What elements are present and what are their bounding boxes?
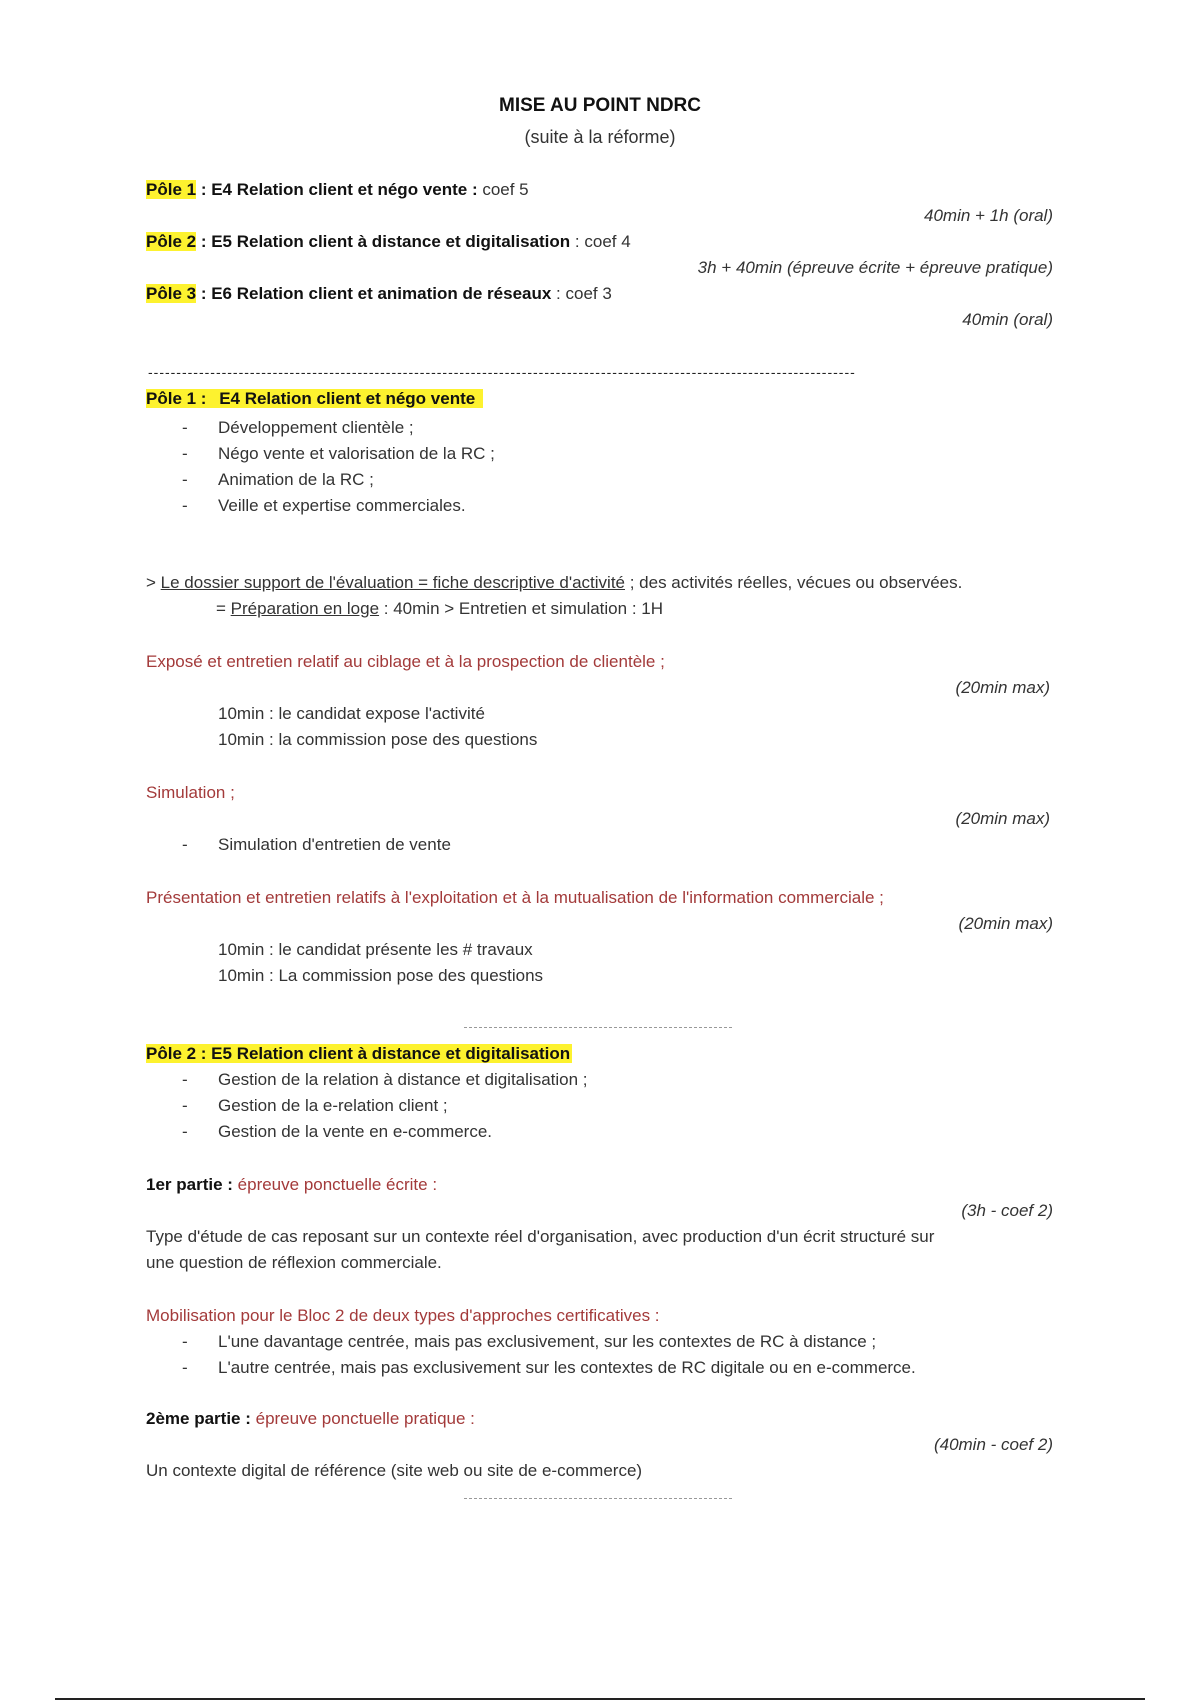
- preparation-underlined: Préparation en loge: [230, 599, 380, 618]
- page-subtitle: (suite à la réforme): [524, 127, 676, 147]
- bullet-dash: -: [182, 1358, 188, 1377]
- section-heading: Exposé et entretien relatif au ciblage et à la prospection de clientèle ;: [146, 652, 665, 671]
- section-duration: (20min max): [955, 678, 1050, 697]
- part2-heading: [146, 1408, 475, 1430]
- part1-description-cont: une question de réflexion commerciale.: [146, 1253, 442, 1272]
- pole2-title: Pôle 2 : E5 Relation client à distance et digitalisation: [146, 1044, 571, 1063]
- overview-pole-3: Pôle 3 : E6 Relation client et animation de réseaux : coef 3: [146, 284, 612, 303]
- section-line: 10min : le candidat présente les # travaux: [218, 940, 533, 959]
- section-separator: -----------------------------------------------------------------------------------------------------------------------------: [148, 364, 856, 380]
- overview-duration-2: 3h + 40min (épreuve écrite + épreuve pratique): [697, 258, 1053, 277]
- pole1-heading: [146, 388, 483, 410]
- part2-description: Un contexte digital de référence (site web ou site de e-commerce): [146, 1461, 643, 1480]
- bullet-dash: -: [182, 1332, 188, 1351]
- section-heading: Simulation ;: [146, 783, 235, 802]
- overview-duration-1: 40min + 1h (oral): [924, 206, 1053, 225]
- section-duration: (20min max): [958, 914, 1053, 933]
- bullet-dash: -: [182, 418, 188, 437]
- list-item: Développement clientèle ;: [218, 418, 414, 437]
- divider: [464, 1498, 732, 1499]
- approach-item: L'autre centrée, mais pas exclusivement sur les contextes de RC digitale ou en e-commerce.: [218, 1358, 916, 1377]
- list-item: Négo vente et valorisation de la RC ;: [218, 444, 495, 463]
- bullet-dash: -: [182, 1122, 188, 1141]
- approach-item: L'une davantage centrée, mais pas exclusivement, sur les contextes de RC à distance ;: [218, 1332, 877, 1351]
- epreuve-name: E4 Relation client et négo vente: [211, 180, 468, 199]
- bullet-dash: -: [182, 835, 188, 854]
- part2-duration: (40min - coef 2): [933, 1435, 1053, 1454]
- bullet-dash: -: [182, 496, 188, 515]
- coef: coef 3: [565, 284, 612, 303]
- section-line: Simulation d'entretien de vente: [218, 835, 451, 854]
- part1-duration: (3h - coef 2): [961, 1201, 1053, 1220]
- part1-name: épreuve ponctuelle écrite :: [237, 1175, 438, 1194]
- coef: coef 4: [584, 232, 631, 251]
- part1-label: 1er partie :: [146, 1175, 238, 1194]
- divider: [464, 1027, 732, 1028]
- part1-description: Type d'étude de cas reposant sur un contexte réel d'organisation, avec production d'un écrit structuré sur: [146, 1227, 935, 1246]
- list-item: Gestion de la e-relation client ;: [218, 1096, 448, 1115]
- pole2-heading: [146, 1043, 572, 1065]
- part2-name: épreuve ponctuelle pratique :: [255, 1409, 475, 1428]
- overview-duration-3: 40min (oral): [962, 310, 1053, 329]
- epreuve-name: E6 Relation client et animation de réseaux: [211, 284, 552, 303]
- pole-label: Pôle 1: [146, 180, 197, 199]
- pole-label: Pôle 3: [146, 284, 197, 303]
- list-item: Animation de la RC ;: [218, 470, 374, 489]
- section-duration: (20min max): [955, 809, 1050, 828]
- coef: coef 5: [482, 180, 529, 199]
- section-line: 10min : La commission pose des questions: [218, 966, 544, 985]
- dossier-line: > Le dossier support de l'évaluation = fiche descriptive d'activité ; des activités réelles, vécues ou observées.: [146, 573, 963, 592]
- list-item: Gestion de la relation à distance et digitalisation ;: [218, 1070, 588, 1089]
- bullet-dash: -: [182, 1070, 188, 1089]
- mobilisation-heading: Mobilisation pour le Bloc 2 de deux types d'approches certificatives :: [146, 1306, 660, 1325]
- pole1-title: E4 Relation client et négo vente: [211, 389, 483, 408]
- bullet-dash: -: [182, 470, 188, 489]
- overview-pole-2: Pôle 2 : E5 Relation client à distance et digitalisation : coef 4: [146, 232, 631, 251]
- section-line: 10min : la commission pose des questions: [218, 730, 538, 749]
- pole-label: Pôle 2: [146, 232, 197, 251]
- section-line: 10min : le candidat expose l'activité: [218, 704, 485, 723]
- preparation-line: = Préparation en loge : 40min > Entretien et simulation : 1H: [216, 599, 663, 618]
- overview-pole-1: Pôle 1 : E4 Relation client et négo vente : coef 5: [146, 180, 529, 199]
- bullet-dash: -: [182, 444, 188, 463]
- part2-label: 2ème partie :: [146, 1409, 256, 1428]
- bullet-dash: -: [182, 1096, 188, 1115]
- section-heading: Présentation et entretien relatifs à l'exploitation et à la mutualisation de l'information commerciale ;: [146, 888, 884, 907]
- part1-heading: [146, 1174, 437, 1196]
- list-item: Veille et expertise commerciales.: [218, 496, 466, 515]
- dossier-underlined: Le dossier support de l'évaluation = fiche descriptive d'activité: [160, 573, 625, 592]
- list-item: Gestion de la vente en e-commerce.: [218, 1122, 493, 1141]
- pole1-label: Pôle 1 :: [146, 389, 212, 408]
- page-title: MISE AU POINT NDRC: [499, 95, 701, 116]
- epreuve-name: E5 Relation client à distance et digitalisation: [211, 232, 571, 251]
